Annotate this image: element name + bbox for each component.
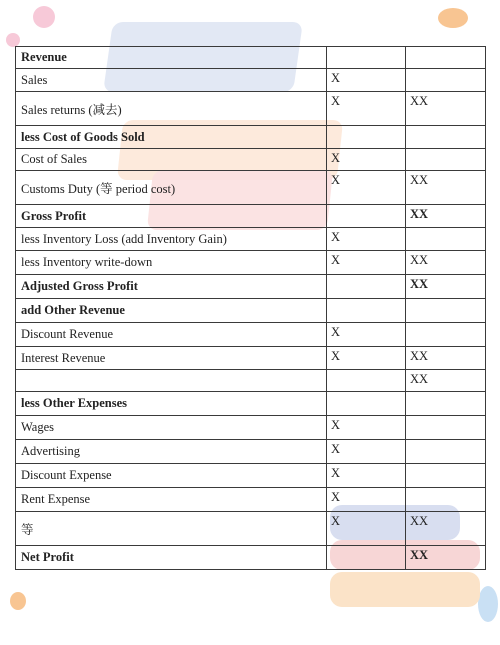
row-label: less Other Expenses: [16, 392, 327, 416]
row-label: Interest Revenue: [16, 347, 327, 370]
statement-row: [16, 299, 486, 323]
amount-cell: [327, 299, 406, 323]
statement-row: [16, 488, 486, 512]
row-label: Revenue: [16, 47, 327, 69]
amount-cell: X: [327, 92, 406, 126]
total-cell: [406, 228, 486, 251]
total-cell: [406, 416, 486, 440]
total-cell: [406, 392, 486, 416]
amount-cell: X: [327, 347, 406, 370]
row-label: Customs Duty (等 period cost): [16, 171, 327, 205]
amount-cell: X: [327, 416, 406, 440]
statement-row: [16, 440, 486, 464]
decorative-orange-dot: [10, 592, 26, 610]
statement-row: [16, 347, 486, 370]
decorative-pink-blob: [33, 6, 55, 28]
row-label: add Other Revenue: [16, 299, 327, 323]
statement-row: [16, 205, 486, 228]
total-cell: XX: [406, 171, 486, 205]
decorative-orange-blob: [438, 8, 468, 28]
row-label: less Cost of Goods Sold: [16, 126, 327, 149]
statement-row: [16, 392, 486, 416]
total-cell: XX: [406, 370, 486, 392]
statement-row: [16, 92, 486, 126]
row-label: Discount Expense: [16, 464, 327, 488]
statement-row: [16, 69, 486, 92]
statement-row: [16, 171, 486, 205]
total-cell: [406, 47, 486, 69]
row-label: Sales returns (减去): [16, 92, 327, 126]
amount-cell: X: [327, 440, 406, 464]
statement-row: [16, 149, 486, 171]
amount-cell: [327, 546, 406, 570]
amount-cell: [327, 47, 406, 69]
amount-cell: [327, 126, 406, 149]
total-cell: XX: [406, 275, 486, 299]
total-cell: [406, 488, 486, 512]
row-label: less Inventory write-down: [16, 251, 327, 275]
statement-row: [16, 512, 486, 546]
total-cell: XX: [406, 92, 486, 126]
decorative-pink-dot: [6, 33, 20, 47]
statement-row: [16, 323, 486, 347]
total-cell: [406, 440, 486, 464]
total-cell: [406, 323, 486, 347]
amount-cell: X: [327, 69, 406, 92]
row-label: 等: [16, 512, 327, 546]
amount-cell: [327, 370, 406, 392]
amount-cell: X: [327, 488, 406, 512]
income-statement-table: [15, 46, 486, 570]
row-label: Advertising: [16, 440, 327, 464]
row-label: Wages: [16, 416, 327, 440]
row-label: Gross Profit: [16, 205, 327, 228]
total-cell: XX: [406, 512, 486, 546]
amount-cell: X: [327, 512, 406, 546]
statement-row: [16, 251, 486, 275]
statement-row: [16, 275, 486, 299]
amount-cell: [327, 275, 406, 299]
row-label: Discount Revenue: [16, 323, 327, 347]
total-cell: [406, 126, 486, 149]
amount-cell: [327, 392, 406, 416]
total-cell: [406, 69, 486, 92]
statement-row: [16, 464, 486, 488]
watermark-book-stack-orange: [330, 572, 480, 607]
statement-row: [16, 228, 486, 251]
row-label: Net Profit: [16, 546, 327, 570]
total-cell: [406, 464, 486, 488]
amount-cell: X: [327, 251, 406, 275]
statement-row: [16, 416, 486, 440]
row-label: less Inventory Loss (add Inventory Gain): [16, 228, 327, 251]
total-cell: XX: [406, 546, 486, 570]
statement-row: [16, 546, 486, 570]
row-label: Rent Expense: [16, 488, 327, 512]
amount-cell: X: [327, 464, 406, 488]
total-cell: XX: [406, 347, 486, 370]
total-cell: [406, 299, 486, 323]
statement-row: [16, 126, 486, 149]
row-label: Sales: [16, 69, 327, 92]
total-cell: [406, 149, 486, 171]
row-label: Cost of Sales: [16, 149, 327, 171]
decorative-blue-blob: [478, 586, 498, 622]
amount-cell: X: [327, 171, 406, 205]
statement-row: [16, 47, 486, 69]
amount-cell: [327, 205, 406, 228]
amount-cell: X: [327, 228, 406, 251]
statement-row: [16, 370, 486, 392]
row-label: Adjusted Gross Profit: [16, 275, 327, 299]
row-label: [16, 370, 327, 392]
total-cell: XX: [406, 251, 486, 275]
income-statement-body: [16, 47, 486, 570]
amount-cell: X: [327, 149, 406, 171]
amount-cell: X: [327, 323, 406, 347]
total-cell: XX: [406, 205, 486, 228]
